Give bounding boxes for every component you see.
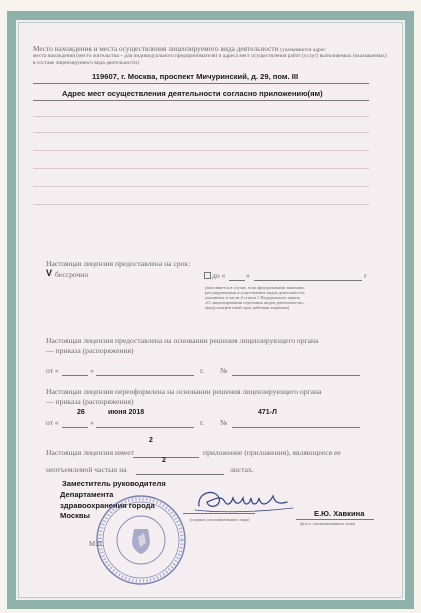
divider — [33, 186, 369, 187]
reissued-month: июня 2018 — [108, 409, 145, 416]
place-note-2: в составе лицензируемого вида деятельности) — [33, 60, 139, 66]
signatory-position: Заместитель руководителя — [62, 479, 166, 488]
reissued-number: 471-Л — [258, 409, 277, 416]
reissued-basis: Настоящая лицензия переоформлена на основании решения лицензирующего органа — [46, 387, 322, 396]
checkbox-mark: V — [46, 268, 53, 278]
appendix-sheets: 2 — [162, 457, 166, 464]
granted-number: № — [220, 366, 228, 375]
until-label: до « — [212, 271, 226, 280]
signatory-name: Е.Ю. Хавкина — [314, 509, 365, 518]
appendix-text: Настоящая лицензия имеет — [46, 448, 134, 457]
divider — [33, 204, 369, 205]
until-checkbox — [204, 272, 211, 279]
seal-place-label: М.П. — [89, 540, 104, 548]
place-note: места нахождения (место жительства – для индивидуального предпринимателя) и адреса мест осуществления работ (услуг) выполняемых (оказываемых) — [33, 53, 387, 59]
divider — [33, 116, 369, 117]
granted-basis: Настоящая лицензия предоставлена на основании решения лицензирующего органа — [46, 336, 319, 345]
reissued-day: 26 — [77, 409, 85, 416]
granted-date: от « — [46, 366, 59, 375]
term-label: Настоящая лицензия предоставлена на срок: — [46, 259, 191, 268]
activity-places: Адрес мест осуществления деятельности согласно приложению(ям) — [62, 89, 323, 98]
place-label: Место нахождения и места осуществления лицензируемого вида деятельности (указываются адрес — [33, 44, 326, 53]
divider — [33, 168, 369, 169]
appendix-count: 2 — [149, 437, 153, 444]
divider — [33, 83, 369, 84]
divider — [33, 100, 369, 101]
term-note: (заполняется в случае, если федеральными законами, — [205, 285, 305, 290]
signature-caption: (подпись уполномоченного лица) — [190, 517, 250, 522]
signature-icon — [189, 480, 301, 520]
divider — [33, 150, 369, 151]
license-page: Место нахождения и места осуществления лицензируемого вида деятельности (указываются адрес места нахождения (место жительства – для индивидуального предпринимателя) и адреса мест осуществления работ (услуг) выполняемых (оказываемых) в составе лицензируемого вида деятельности) 119607, г. Москва, проспект Мичуринский, д. 29, пом. III Адрес мест осуществления деятельности согласно приложению(ям) Настоящая лицензия предоставлена на срок: V бессрочно до « » г (заполняется в случае, если федеральными законами, регулирующими осуществление видов деятельности, указанных в части 4 статьи 1 Федерального закона «О лицензировании отдельных видов деятельности», предусмотрен иной срок действия лицензии) Настоящая лицензия предоставлена на основании решения лицензирующего органа — приказа (распоряжения) от « » г. № Настоящая лицензия переоформлена на основании решения лицензирующего органа — приказа (распоряжения) 26 июня 2018 471-Л от « » г. № 2 Настоящая лицензия имеет приложение (приложения), являющееся ее 2 неотъемлемой частью на листах. Заместитель руководителя Департамента здравоохранения города Москвы (подпись уполномоченного лица) Е.Ю. Хавкина (ф.и.о. уполномоченного лица) М.П. — [0, 0, 421, 613]
divider — [33, 132, 369, 133]
official-seal-icon — [94, 493, 188, 587]
organization-address: 119607, г. Москва, проспект Мичуринский, д. 29, пом. III — [92, 72, 299, 81]
name-caption: (ф.и.о. уполномоченного лица) — [300, 521, 356, 526]
indefinite-option: бессрочно — [55, 270, 89, 279]
